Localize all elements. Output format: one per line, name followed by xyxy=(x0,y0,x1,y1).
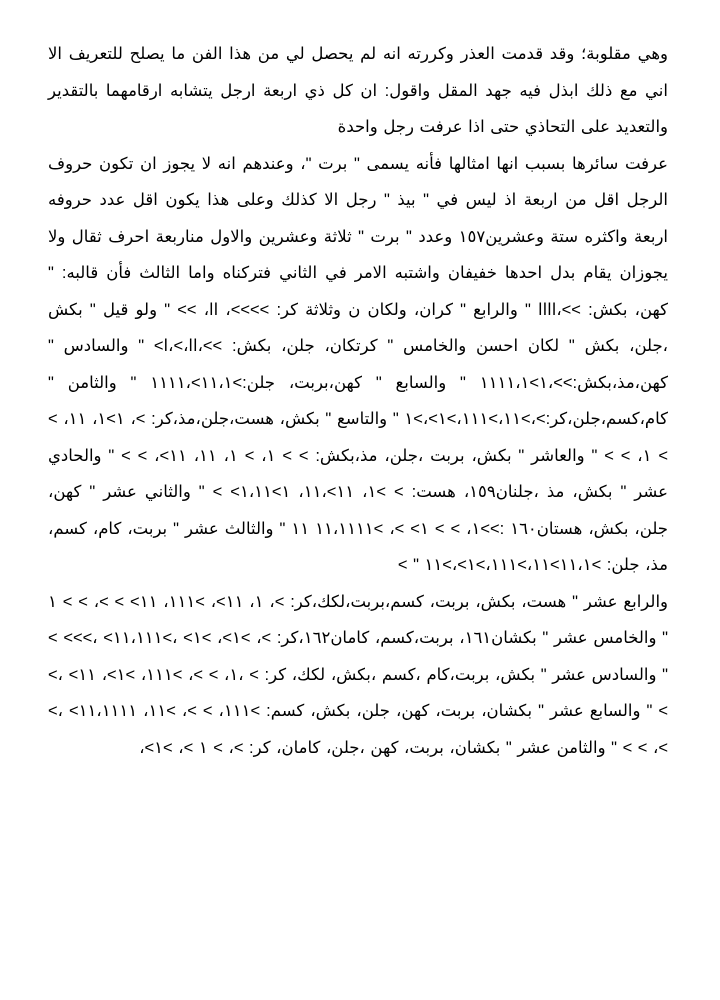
paragraph-2: عرفت سائرها بسبب انها امثالها فأنه يسمى " برت "، وعندهم انه لا يجوز ان تكون حروف الرجل اقل من اربعة اذ ليس في " بيذ " رجل الا كذلك وعلى هذا يكون اقل عدد حروفه اربعة واكثره ستة وعشرين١٥٧ وعدد " برت " ثلاثة وعشرين والاول مناربعة احرف ثقال ولا يجوزان يقام بدل احدها خفيفان واشتبه الامر في الثاني فتركناه واما الثالث فأن قالبه: " كهن، بكش: >>،اااا " والرابع " كران، ولكان ن وثلاثة كر: >>>>، اا، >> " ولو قيل " بكش ،جلن، بكش " لكان احسن والخامس " كرتكان، جلن، بكش: >>،اا،>،ا> " والسادس " كهن،مذ،بكش:>>،١>١١١١،١ " والسابع " كهن،بربت، جلن:>١١،١>،١١١١ " والثامن " كام،كسم،جلن،كر:>،>١١،>١١١،>١>،>١ " والتاسع " بكش، هست،جلن،مذ،كر: >، ١>١، ١١، > > ١، > > " والعاشر " بكش، بربت ،جلن، مذ،بكش: > > ١، > ١، ١١، ١١>، > > " والحادي عشر " بكش، مذ ،جلنان١٥٩، هست: > >١، ١١>،١١، ١>١،١١> > " والثاني عشر " كهن، جلن، بكش، هستان١٦٠ :>>١، > > ١> >، >١١،١١١١ ١١ " والثالث عشر " بربت، كام، كسم، مذ، جلن: >١١،١>١١،>١١١،>١>،>١١ " > xyxy=(48,154,669,574)
paragraph-1: وهي مقلوبة؛ وقد قدمت العذر وكررته انه لم يحصل لي من هذا الفن ما يصلح للتعريف الا اني مع ذلك ابذل فيه جهد المقل واقول: ان كل ذي اربعة ارجل يتشابه ارقامهما بالتقدير والتعديد على التحاذي حتى اذا عرفت رجل واحدة xyxy=(48,45,668,136)
paragraph-3: والرابع عشر " هست، بكش، بربت، كسم،بربت،لكك،كر: >، ١، ١١>، >١١١، ١١> > >، > > ١ " والخامس عشر " بكشان١٦١، بربت،كسم، كامان١٦٢،كر: >، >١>، >١> ،>١١،١١١> ،>>> > " والسادس عشر " بكش، بربت،كام ،كسم ،بكش، لكك، كر: > ،١، > >، >١١١، >١>، ١١> ،> > " والسابع عشر " بكشان، بربت، كهن، جلن، بكش، كسم: >١١١، > >، >١١، ١١،١١١١> ،> >، > > " والثامن عشر " بكشان، بربت، كهن ،جلن، كامان، كر: >، > ١ >، >١>، xyxy=(48,592,669,757)
document-page xyxy=(48,36,668,766)
